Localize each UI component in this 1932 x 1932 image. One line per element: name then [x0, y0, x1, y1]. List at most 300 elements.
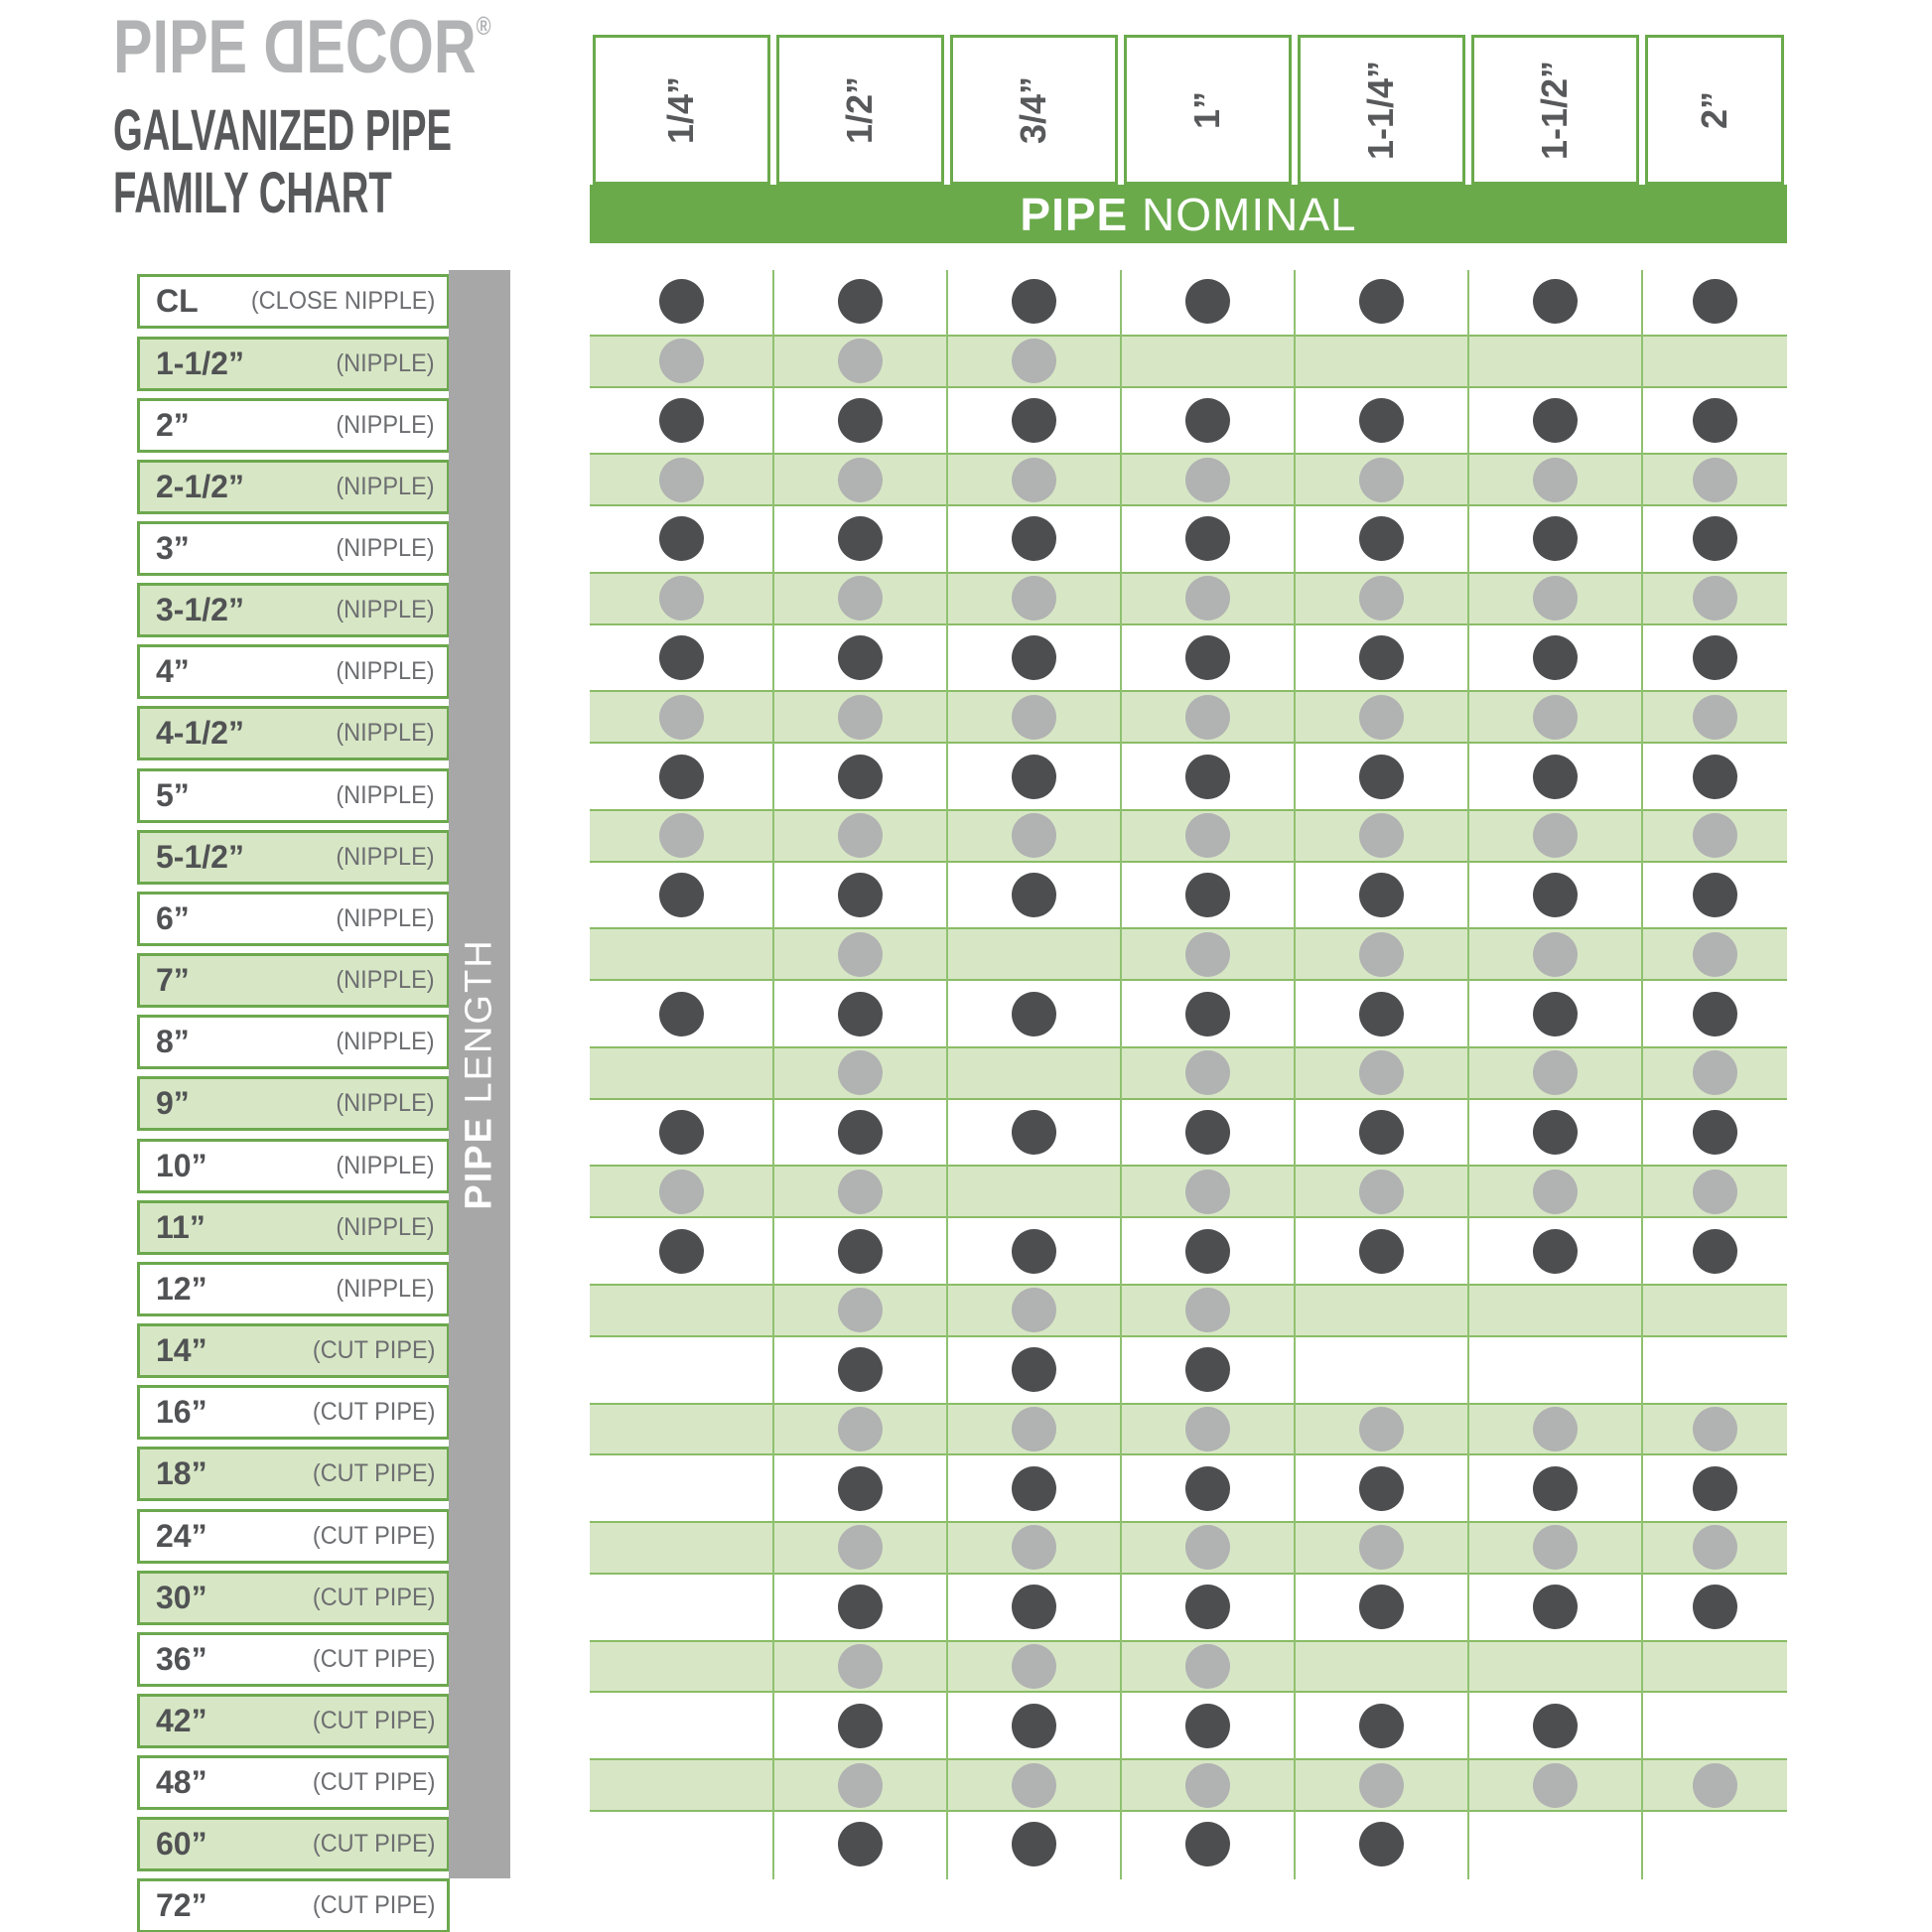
length-row — [137, 1878, 450, 1932]
column-header-cell — [1468, 35, 1642, 185]
availability-dot — [838, 1466, 883, 1511]
availability-dot — [1359, 1110, 1404, 1155]
matrix-row — [590, 1518, 1787, 1578]
length-size-label: 3-1/2” — [156, 592, 244, 628]
length-size-label: 6” — [156, 899, 190, 936]
matrix-cell — [1642, 1340, 1787, 1400]
length-row-box — [137, 1509, 450, 1564]
availability-dot — [659, 1170, 704, 1214]
matrix-cell — [1295, 1637, 1468, 1697]
availability-dot — [838, 1525, 883, 1570]
matrix-cell — [947, 924, 1121, 984]
availability-dot — [1693, 398, 1737, 443]
availability-dot — [1359, 755, 1404, 799]
column-separator — [946, 270, 948, 1879]
matrix-cell — [1642, 747, 1787, 806]
matrix-cell — [1642, 391, 1787, 451]
matrix-cell — [1295, 1221, 1468, 1281]
availability-dot — [838, 398, 883, 443]
matrix-cell — [1642, 687, 1787, 747]
availability-dot — [1359, 635, 1404, 680]
length-size-label: 4-1/2” — [156, 715, 244, 752]
matrix-cell — [1295, 984, 1468, 1043]
availability-dot — [659, 695, 704, 740]
matrix-cell — [1468, 332, 1642, 391]
brand-text-pre: PIPE — [113, 5, 264, 89]
length-size-label: 14” — [156, 1332, 207, 1369]
matrix-cell — [1468, 687, 1642, 747]
brand-text-post: ECOR — [306, 5, 477, 89]
matrix-cell — [1468, 924, 1642, 984]
matrix-cell — [1295, 747, 1468, 806]
matrix-cell — [947, 1340, 1121, 1400]
length-size-label: 8” — [156, 1024, 190, 1060]
length-type-label: (NIPPLE) — [336, 966, 435, 995]
availability-dot — [838, 1407, 883, 1451]
pipe-length-labels — [137, 272, 450, 1932]
length-row-box — [137, 1015, 450, 1069]
matrix-cell — [1121, 272, 1295, 332]
matrix-cell — [1295, 450, 1468, 509]
matrix-cell — [947, 1815, 1121, 1874]
matrix-cell — [947, 1043, 1121, 1103]
length-type-label: (NIPPLE) — [336, 657, 435, 686]
matrix-cell — [1295, 1043, 1468, 1103]
availability-dot — [1012, 813, 1056, 858]
matrix-cell — [773, 1281, 947, 1340]
length-row — [137, 768, 450, 828]
length-type-label: (CLOSE NIPPLE) — [250, 287, 435, 316]
availability-matrix — [590, 272, 1787, 1874]
matrix-cell — [1121, 332, 1295, 391]
matrix-cell — [1642, 1696, 1787, 1755]
matrix-cell — [1468, 509, 1642, 569]
length-type-label: (NIPPLE) — [336, 842, 435, 871]
column-header-cell — [773, 35, 947, 185]
length-row-box — [137, 398, 450, 453]
availability-dot — [1185, 1170, 1230, 1214]
availability-dot — [838, 458, 883, 502]
matrix-cell — [1295, 1281, 1468, 1340]
matrix-cell — [1295, 1518, 1468, 1578]
length-row — [137, 583, 450, 642]
length-row-box — [137, 1262, 450, 1316]
availability-dot — [1012, 279, 1056, 324]
availability-dot — [1533, 813, 1578, 858]
matrix-cell — [1121, 628, 1295, 688]
length-size-label: 24” — [156, 1517, 207, 1554]
column-header-label: 1/2” — [839, 75, 881, 144]
length-row — [137, 1139, 450, 1198]
availability-dot — [1533, 992, 1578, 1036]
matrix-row — [590, 569, 1787, 628]
matrix-cell — [1295, 569, 1468, 628]
matrix-cell — [1468, 747, 1642, 806]
length-type-label: (NIPPLE) — [336, 472, 435, 500]
matrix-cell — [590, 1578, 773, 1637]
matrix-cell — [1121, 509, 1295, 569]
column-header-box — [1645, 35, 1784, 185]
length-row-box — [137, 953, 450, 1008]
availability-dot — [838, 813, 883, 858]
matrix-cell — [1468, 866, 1642, 925]
length-size-label: 72” — [156, 1887, 207, 1924]
length-row — [137, 830, 450, 890]
length-type-label: (CUT PIPE) — [312, 1521, 435, 1550]
availability-dot — [1185, 1763, 1230, 1808]
matrix-cell — [1121, 1103, 1295, 1163]
matrix-cell — [1468, 1281, 1642, 1340]
length-type-label: (CUT PIPE) — [312, 1336, 435, 1365]
matrix-cell — [590, 1815, 773, 1874]
matrix-cell — [1642, 1637, 1787, 1697]
matrix-cell — [1642, 1281, 1787, 1340]
availability-dot — [1185, 1525, 1230, 1570]
availability-dot — [1533, 1050, 1578, 1095]
brand-logo — [113, 5, 626, 225]
availability-dot — [1359, 398, 1404, 443]
availability-dot — [1012, 1525, 1056, 1570]
availability-dot — [838, 932, 883, 977]
matrix-cell — [1121, 1815, 1295, 1874]
length-row — [137, 1817, 450, 1876]
availability-dot — [1012, 339, 1056, 383]
availability-dot — [1533, 635, 1578, 680]
availability-dot — [1533, 1170, 1578, 1214]
length-type-label: (NIPPLE) — [336, 534, 435, 563]
column-header-cell — [1295, 35, 1468, 185]
matrix-cell — [1468, 1458, 1642, 1518]
availability-dot — [1533, 1704, 1578, 1748]
matrix-cell — [590, 866, 773, 925]
availability-dot — [1185, 932, 1230, 977]
matrix-cell — [1642, 1518, 1787, 1578]
length-type-label: (CUT PIPE) — [312, 1398, 435, 1427]
length-row — [137, 521, 450, 581]
length-size-label: CL — [156, 283, 199, 320]
matrix-row — [590, 1221, 1787, 1281]
length-row-box — [137, 521, 450, 576]
matrix-cell — [1468, 984, 1642, 1043]
matrix-cell — [1468, 1518, 1642, 1578]
availability-dot — [1012, 576, 1056, 621]
matrix-row — [590, 1281, 1787, 1340]
matrix-row — [590, 391, 1787, 451]
availability-dot — [1185, 813, 1230, 858]
matrix-row — [590, 272, 1787, 332]
matrix-cell — [1121, 1518, 1295, 1578]
matrix-cell — [947, 569, 1121, 628]
length-row — [137, 1571, 450, 1630]
matrix-cell — [773, 509, 947, 569]
matrix-cell — [1295, 391, 1468, 451]
length-size-label: 4” — [156, 653, 190, 690]
matrix-cell — [1295, 1696, 1468, 1755]
matrix-cell — [1121, 1458, 1295, 1518]
matrix-cell — [947, 1281, 1121, 1340]
length-row-box — [137, 1571, 450, 1625]
matrix-cell — [947, 1221, 1121, 1281]
length-type-label: (NIPPLE) — [336, 1089, 435, 1118]
chart-title — [113, 99, 452, 224]
availability-dot — [1693, 1170, 1737, 1214]
matrix-row — [590, 924, 1787, 984]
matrix-cell — [590, 1637, 773, 1697]
pipe-nominal-banner — [590, 185, 1787, 243]
matrix-cell — [1295, 806, 1468, 866]
availability-dot — [1359, 1704, 1404, 1748]
availability-dot — [1012, 1229, 1056, 1274]
matrix-cell — [1121, 1281, 1295, 1340]
length-type-label: (NIPPLE) — [336, 1028, 435, 1056]
availability-dot — [659, 458, 704, 502]
availability-dot — [838, 1704, 883, 1748]
availability-dot — [1012, 1110, 1056, 1155]
availability-dot — [1012, 458, 1056, 502]
availability-dot — [659, 755, 704, 799]
availability-dot — [1185, 1644, 1230, 1689]
length-size-label: 36” — [156, 1640, 207, 1677]
matrix-cell — [773, 687, 947, 747]
length-row-box — [137, 1878, 450, 1932]
length-row-box — [137, 1694, 450, 1748]
column-header-cell — [1121, 35, 1295, 185]
availability-dot — [1693, 576, 1737, 621]
matrix-cell — [1642, 450, 1787, 509]
availability-dot — [1185, 1288, 1230, 1332]
availability-dot — [1012, 398, 1056, 443]
length-size-label: 10” — [156, 1147, 207, 1183]
matrix-row — [590, 1400, 1787, 1459]
length-size-label: 1-1/2” — [156, 345, 244, 381]
availability-dot — [1185, 992, 1230, 1036]
matrix-cell — [590, 1103, 773, 1163]
availability-dot — [1359, 1170, 1404, 1214]
length-row-box — [137, 460, 450, 514]
matrix-cell — [1468, 1400, 1642, 1459]
availability-dot — [1533, 1229, 1578, 1274]
length-type-label: (NIPPLE) — [336, 903, 435, 932]
brand-flipped-d: D — [263, 5, 307, 89]
pipe-nominal-headers — [590, 35, 1787, 185]
matrix-cell — [1121, 866, 1295, 925]
matrix-cell — [1121, 806, 1295, 866]
matrix-cell — [590, 628, 773, 688]
matrix-cell — [947, 1400, 1121, 1459]
column-header-label: 1” — [1186, 90, 1228, 129]
column-header-box — [1298, 35, 1465, 185]
column-header-box — [1124, 35, 1292, 185]
length-size-label: 9” — [156, 1085, 190, 1122]
availability-dot — [1185, 458, 1230, 502]
matrix-cell — [590, 1221, 773, 1281]
availability-dot — [838, 635, 883, 680]
matrix-cell — [1121, 984, 1295, 1043]
availability-dot — [1012, 1644, 1056, 1689]
availability-dot — [1693, 813, 1737, 858]
availability-dot — [1012, 755, 1056, 799]
length-size-label: 5-1/2” — [156, 838, 244, 875]
matrix-row — [590, 1043, 1787, 1103]
matrix-cell — [947, 1518, 1121, 1578]
matrix-cell — [1121, 391, 1295, 451]
matrix-row — [590, 1340, 1787, 1400]
column-separator — [1467, 270, 1469, 1879]
matrix-cell — [1642, 332, 1787, 391]
matrix-cell — [947, 984, 1121, 1043]
matrix-row — [590, 687, 1787, 747]
availability-dot — [1359, 1050, 1404, 1095]
column-header-box — [593, 35, 770, 185]
matrix-cell — [1642, 924, 1787, 984]
matrix-cell — [1468, 1755, 1642, 1815]
column-header-label: 3/4” — [1013, 75, 1054, 144]
column-header-cell — [590, 35, 773, 185]
length-row — [137, 1385, 450, 1445]
matrix-cell — [773, 924, 947, 984]
length-size-label: 16” — [156, 1394, 207, 1431]
length-row — [137, 644, 450, 704]
matrix-cell — [1295, 1400, 1468, 1459]
matrix-cell — [773, 1815, 947, 1874]
length-row — [137, 1509, 450, 1569]
matrix-cell — [1295, 1340, 1468, 1400]
availability-dot — [1359, 813, 1404, 858]
length-size-label: 48” — [156, 1764, 207, 1801]
length-type-label: (CUT PIPE) — [312, 1459, 435, 1488]
matrix-row — [590, 1637, 1787, 1697]
length-row-box — [137, 706, 450, 760]
availability-dot — [838, 1229, 883, 1274]
matrix-cell — [773, 1103, 947, 1163]
length-row — [137, 1755, 450, 1815]
matrix-cell — [773, 1162, 947, 1221]
length-row — [137, 953, 450, 1013]
availability-dot — [1693, 1585, 1737, 1629]
matrix-cell — [947, 628, 1121, 688]
availability-dot — [1185, 1347, 1230, 1392]
availability-dot — [838, 1170, 883, 1214]
length-row — [137, 706, 450, 765]
matrix-cell — [773, 1637, 947, 1697]
availability-dot — [1012, 1822, 1056, 1866]
matrix-cell — [1642, 1815, 1787, 1874]
availability-dot — [838, 873, 883, 917]
length-type-label: (NIPPLE) — [336, 780, 435, 809]
matrix-row — [590, 332, 1787, 391]
length-row-box — [137, 1139, 450, 1193]
matrix-cell — [1121, 1043, 1295, 1103]
matrix-row — [590, 747, 1787, 806]
length-size-label: 60” — [156, 1826, 207, 1863]
matrix-cell — [1121, 1162, 1295, 1221]
availability-dot — [1185, 1407, 1230, 1451]
availability-dot — [1533, 1525, 1578, 1570]
matrix-cell — [773, 1221, 947, 1281]
availability-dot — [1185, 1050, 1230, 1095]
column-header-label: 1/4” — [660, 75, 702, 144]
availability-dot — [1185, 1704, 1230, 1748]
length-type-label: (CUT PIPE) — [312, 1583, 435, 1611]
length-size-label: 3” — [156, 530, 190, 567]
matrix-cell — [590, 391, 773, 451]
column-separator — [1294, 270, 1296, 1879]
length-type-label: (CUT PIPE) — [312, 1891, 435, 1920]
matrix-cell — [1468, 628, 1642, 688]
matrix-cell — [1121, 1578, 1295, 1637]
length-size-label: 2” — [156, 406, 190, 443]
availability-dot — [1533, 1466, 1578, 1511]
matrix-cell — [590, 1162, 773, 1221]
availability-dot — [1359, 873, 1404, 917]
matrix-cell — [1468, 450, 1642, 509]
length-type-label: (NIPPLE) — [336, 1212, 435, 1241]
length-row-box — [137, 274, 450, 329]
availability-dot — [659, 339, 704, 383]
availability-dot — [1359, 932, 1404, 977]
matrix-row — [590, 1815, 1787, 1874]
chart-title-line2: FAMILY CHART — [113, 161, 392, 225]
matrix-cell — [1468, 806, 1642, 866]
matrix-cell — [590, 687, 773, 747]
matrix-cell — [947, 1696, 1121, 1755]
matrix-cell — [947, 1637, 1121, 1697]
matrix-cell — [773, 984, 947, 1043]
matrix-cell — [1468, 1578, 1642, 1637]
availability-dot — [1185, 873, 1230, 917]
availability-dot — [1533, 1407, 1578, 1451]
matrix-cell — [947, 272, 1121, 332]
length-row — [137, 1262, 450, 1321]
matrix-cell — [1642, 1578, 1787, 1637]
matrix-cell — [773, 1340, 947, 1400]
matrix-cell — [1468, 1637, 1642, 1697]
availability-dot — [1012, 1466, 1056, 1511]
matrix-cell — [947, 1578, 1121, 1637]
length-type-label: (NIPPLE) — [336, 410, 435, 439]
matrix-cell — [947, 391, 1121, 451]
matrix-cell — [1642, 984, 1787, 1043]
availability-dot — [838, 1585, 883, 1629]
availability-dot — [659, 992, 704, 1036]
matrix-cell — [1642, 1043, 1787, 1103]
matrix-cell — [590, 509, 773, 569]
matrix-cell — [773, 806, 947, 866]
matrix-cell — [1295, 1162, 1468, 1221]
matrix-cell — [1642, 1755, 1787, 1815]
matrix-cell — [1121, 1221, 1295, 1281]
availability-dot — [1533, 279, 1578, 324]
availability-dot — [1012, 516, 1056, 561]
availability-dot — [1185, 1585, 1230, 1629]
availability-dot — [838, 1110, 883, 1155]
availability-dot — [1359, 458, 1404, 502]
length-type-label: (CUT PIPE) — [312, 1706, 435, 1734]
availability-dot — [1359, 992, 1404, 1036]
matrix-cell — [1468, 1162, 1642, 1221]
chart-title-line1: GALVANIZED PIPE — [113, 98, 453, 163]
pipe-length-bar — [449, 270, 510, 1878]
matrix-cell — [1642, 272, 1787, 332]
availability-dot — [659, 516, 704, 561]
availability-dot — [1012, 1585, 1056, 1629]
availability-dot — [838, 1763, 883, 1808]
matrix-cell — [947, 747, 1121, 806]
availability-dot — [1359, 695, 1404, 740]
length-row-box — [137, 1755, 450, 1810]
matrix-cell — [590, 806, 773, 866]
length-type-label: (NIPPLE) — [336, 1151, 435, 1179]
